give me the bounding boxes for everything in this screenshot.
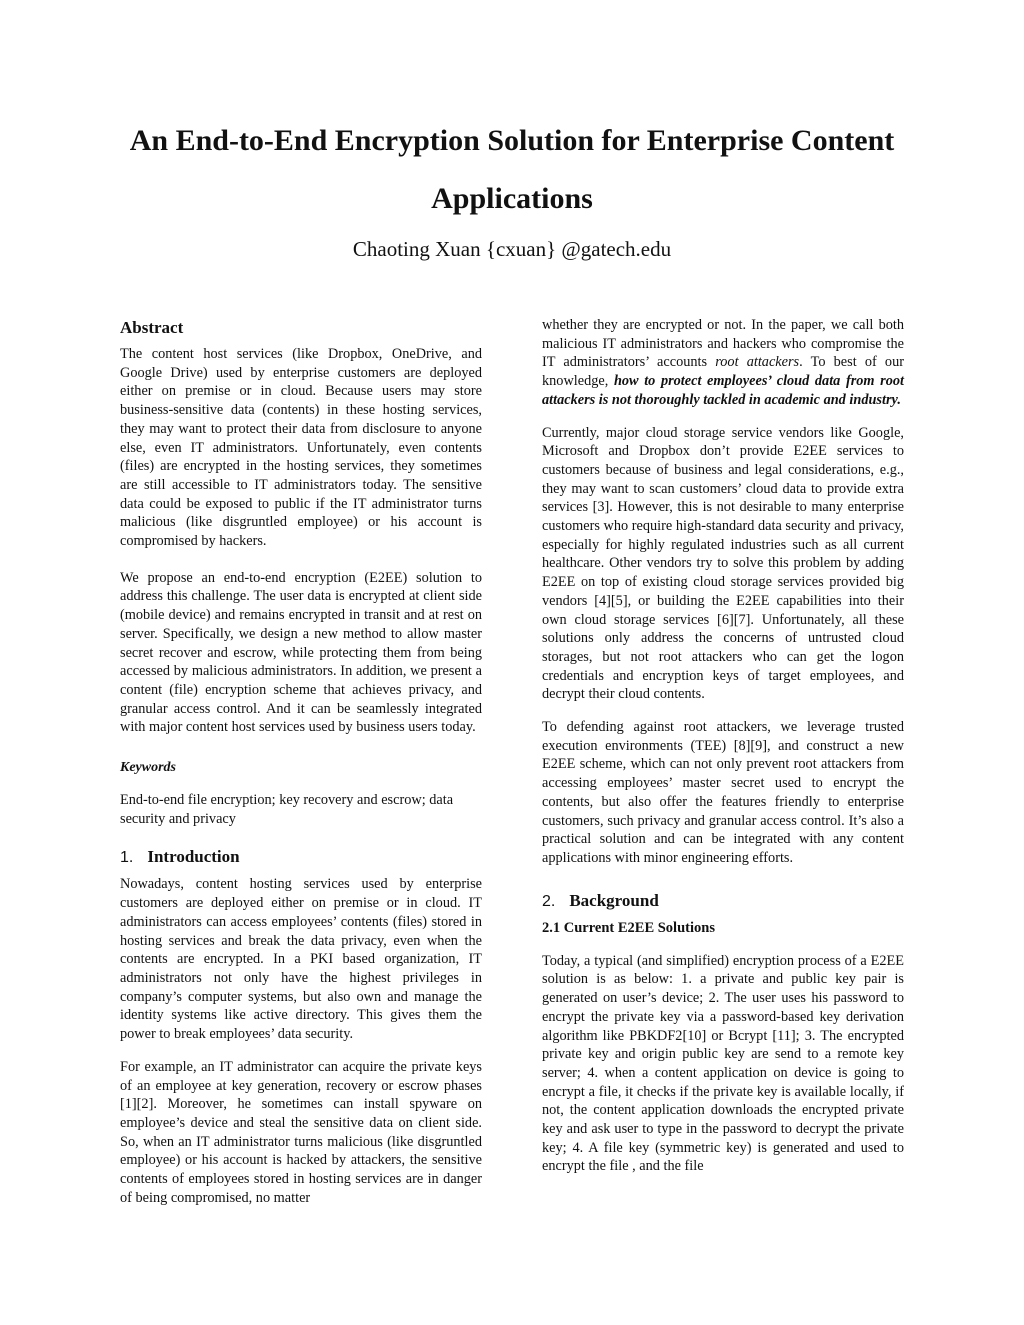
abstract-heading: Abstract <box>120 318 184 337</box>
abstract-paragraph-2: We propose an end-to-end encryption (E2EE) solution to address this challenge. The user data is encrypted at client side (mobile device) and remains encrypted in transit and at rest on server. Specifically, we design a new method to allow master secret recover and escrow, while protecting them from being accessed by malicious administrators. In addition, we present a content (file) encryption scheme that achieves privacy, and granular access control. And it can be seamlessly integrated with major content host services used by business users today. <box>120 569 482 736</box>
background-paragraph-1: Today, a typical (and simplified) encryption process of a E2EE solution is as below: 1. a private and public key pair is generated on user’s device; 2. The user uses his password to encrypt the private key via a password-based key derivation algorithm like PBKDF2[10] or Bcrypt [11]; 3. The encrypted private key and origin public key are send to a remote key server; 4. when a content application on device is going to encrypt a file, it checks if the private key is available locally, if not, the content application downloads the encrypted private key and ask user to type in the password to decrypt the private key; 4. A file key (symmetric key) is generated and used to encrypt the file , and the file <box>542 952 904 1175</box>
p3-text-b: . To best of our knowledge, <box>542 354 904 390</box>
left-column <box>120 316 482 1207</box>
keywords-text: End-to-end file encryption; key recovery and escrow; data security and privacy <box>120 792 454 827</box>
p3-text-a: whether they are encrypted or not. In the paper, we call both malicious IT administrators and hackers who compromise the IT administrators’ accounts <box>542 317 904 371</box>
keywords-heading: Keywords <box>120 760 176 776</box>
right-column <box>542 316 904 1176</box>
background-title: Background <box>569 890 659 910</box>
introduction-paragraph-2: For example, an IT administrator can acquire the private keys of an employee at key generation, recovery or escrow phases [1][2]. Moreover, he sometimes can install spyware on employee’s device and steal the sensitive data on client side. So, when an IT administrator turns malicious (like disgruntled employee) or his account is hacked by attackers, the sensitive contents of employees stored in hosting services are in danger of being compromised, no matter <box>120 1058 482 1206</box>
introduction-paragraph-5: To defending against root attackers, we leverage trusted execution environments (TEE) [8][9], and construct a new E2EE scheme, which can not only prevent root attackers from accessing employees’ master secret used to encrypt the contents, but also offer the features friendly to enterprise customers, such privacy and granular access control. It’s also a practical solution and can be integrated with any content applications with minor engineering efforts. <box>542 719 904 866</box>
paper-title: An End-to-End Encryption Solution for Enterprise Content Applications <box>129 124 895 215</box>
introduction-heading <box>120 846 482 869</box>
background-heading <box>542 890 904 913</box>
introduction-paragraph-3 <box>542 316 904 410</box>
p3-emphasis: how to protect employees’ cloud data from root attackers is not thoroughly tackled in academic and industry. <box>542 373 904 408</box>
root-attackers-term: root attackers <box>715 354 800 371</box>
introduction-number: 1. <box>120 849 134 867</box>
subsection-heading: 2.1 Current E2EE Solutions <box>542 919 715 936</box>
introduction-title: Introduction <box>147 847 240 867</box>
introduction-paragraph-1: Nowadays, content hosting services used by enterprise customers are deployed either on premise or in cloud. IT administrators can access employees’ contents (files) stored in hosting services and break the data privacy, even when the contents are encrypted. In a PKI based organization, IT administrators not only have the highest privileges in company’s computer systems, but also own and manage the identity systems like active directory. This gives them the power to break employees’ data security. <box>120 876 482 1043</box>
author-line: Chaoting Xuan {cxuan} @gatech.edu <box>352 237 672 261</box>
introduction-paragraph-4: Currently, major cloud storage service vendors like Google, Microsoft and Dropbox don’t provide E2EE services to customers because of business and legal considerations, e.g., they may want to scan customers’ cloud data to provide extra services [3]. However, this is not desirable to many enterprise customers who require high-standard data security and privacy, especially for highly regulated industries such as all current healthcare. Other vendors try to solve this problem by adding E2EE on top of existing cloud storage services provided big vendors [4][5], or building the E2EE capabilities into their own cloud storage services [6][7]. Unfortunately, all these solutions only address the concerns of untrusted cloud storages, but not root attackers who can get the logon credentials and encryption keys of target employees, and decrypt their cloud contents. <box>542 424 904 703</box>
abstract-paragraph-1: The content host services (like Dropbox, OneDrive, and Google Drive) used by enterprise customers are deployed either on premise or in cloud. Because users may store business-sensitive data (contents) in these hosting services, they may want to protect their data from disclosure to anyone else, even IT administrators. Unfortunately, even contents (files) are encrypted in the hosting services, they sometimes are still accessible to IT administrators today. The sensitive data could be exposed to public if the IT administrator turns malicious (like disgruntled employee) or his account is compromised by hackers. <box>120 346 482 550</box>
background-number: 2. <box>542 892 556 910</box>
